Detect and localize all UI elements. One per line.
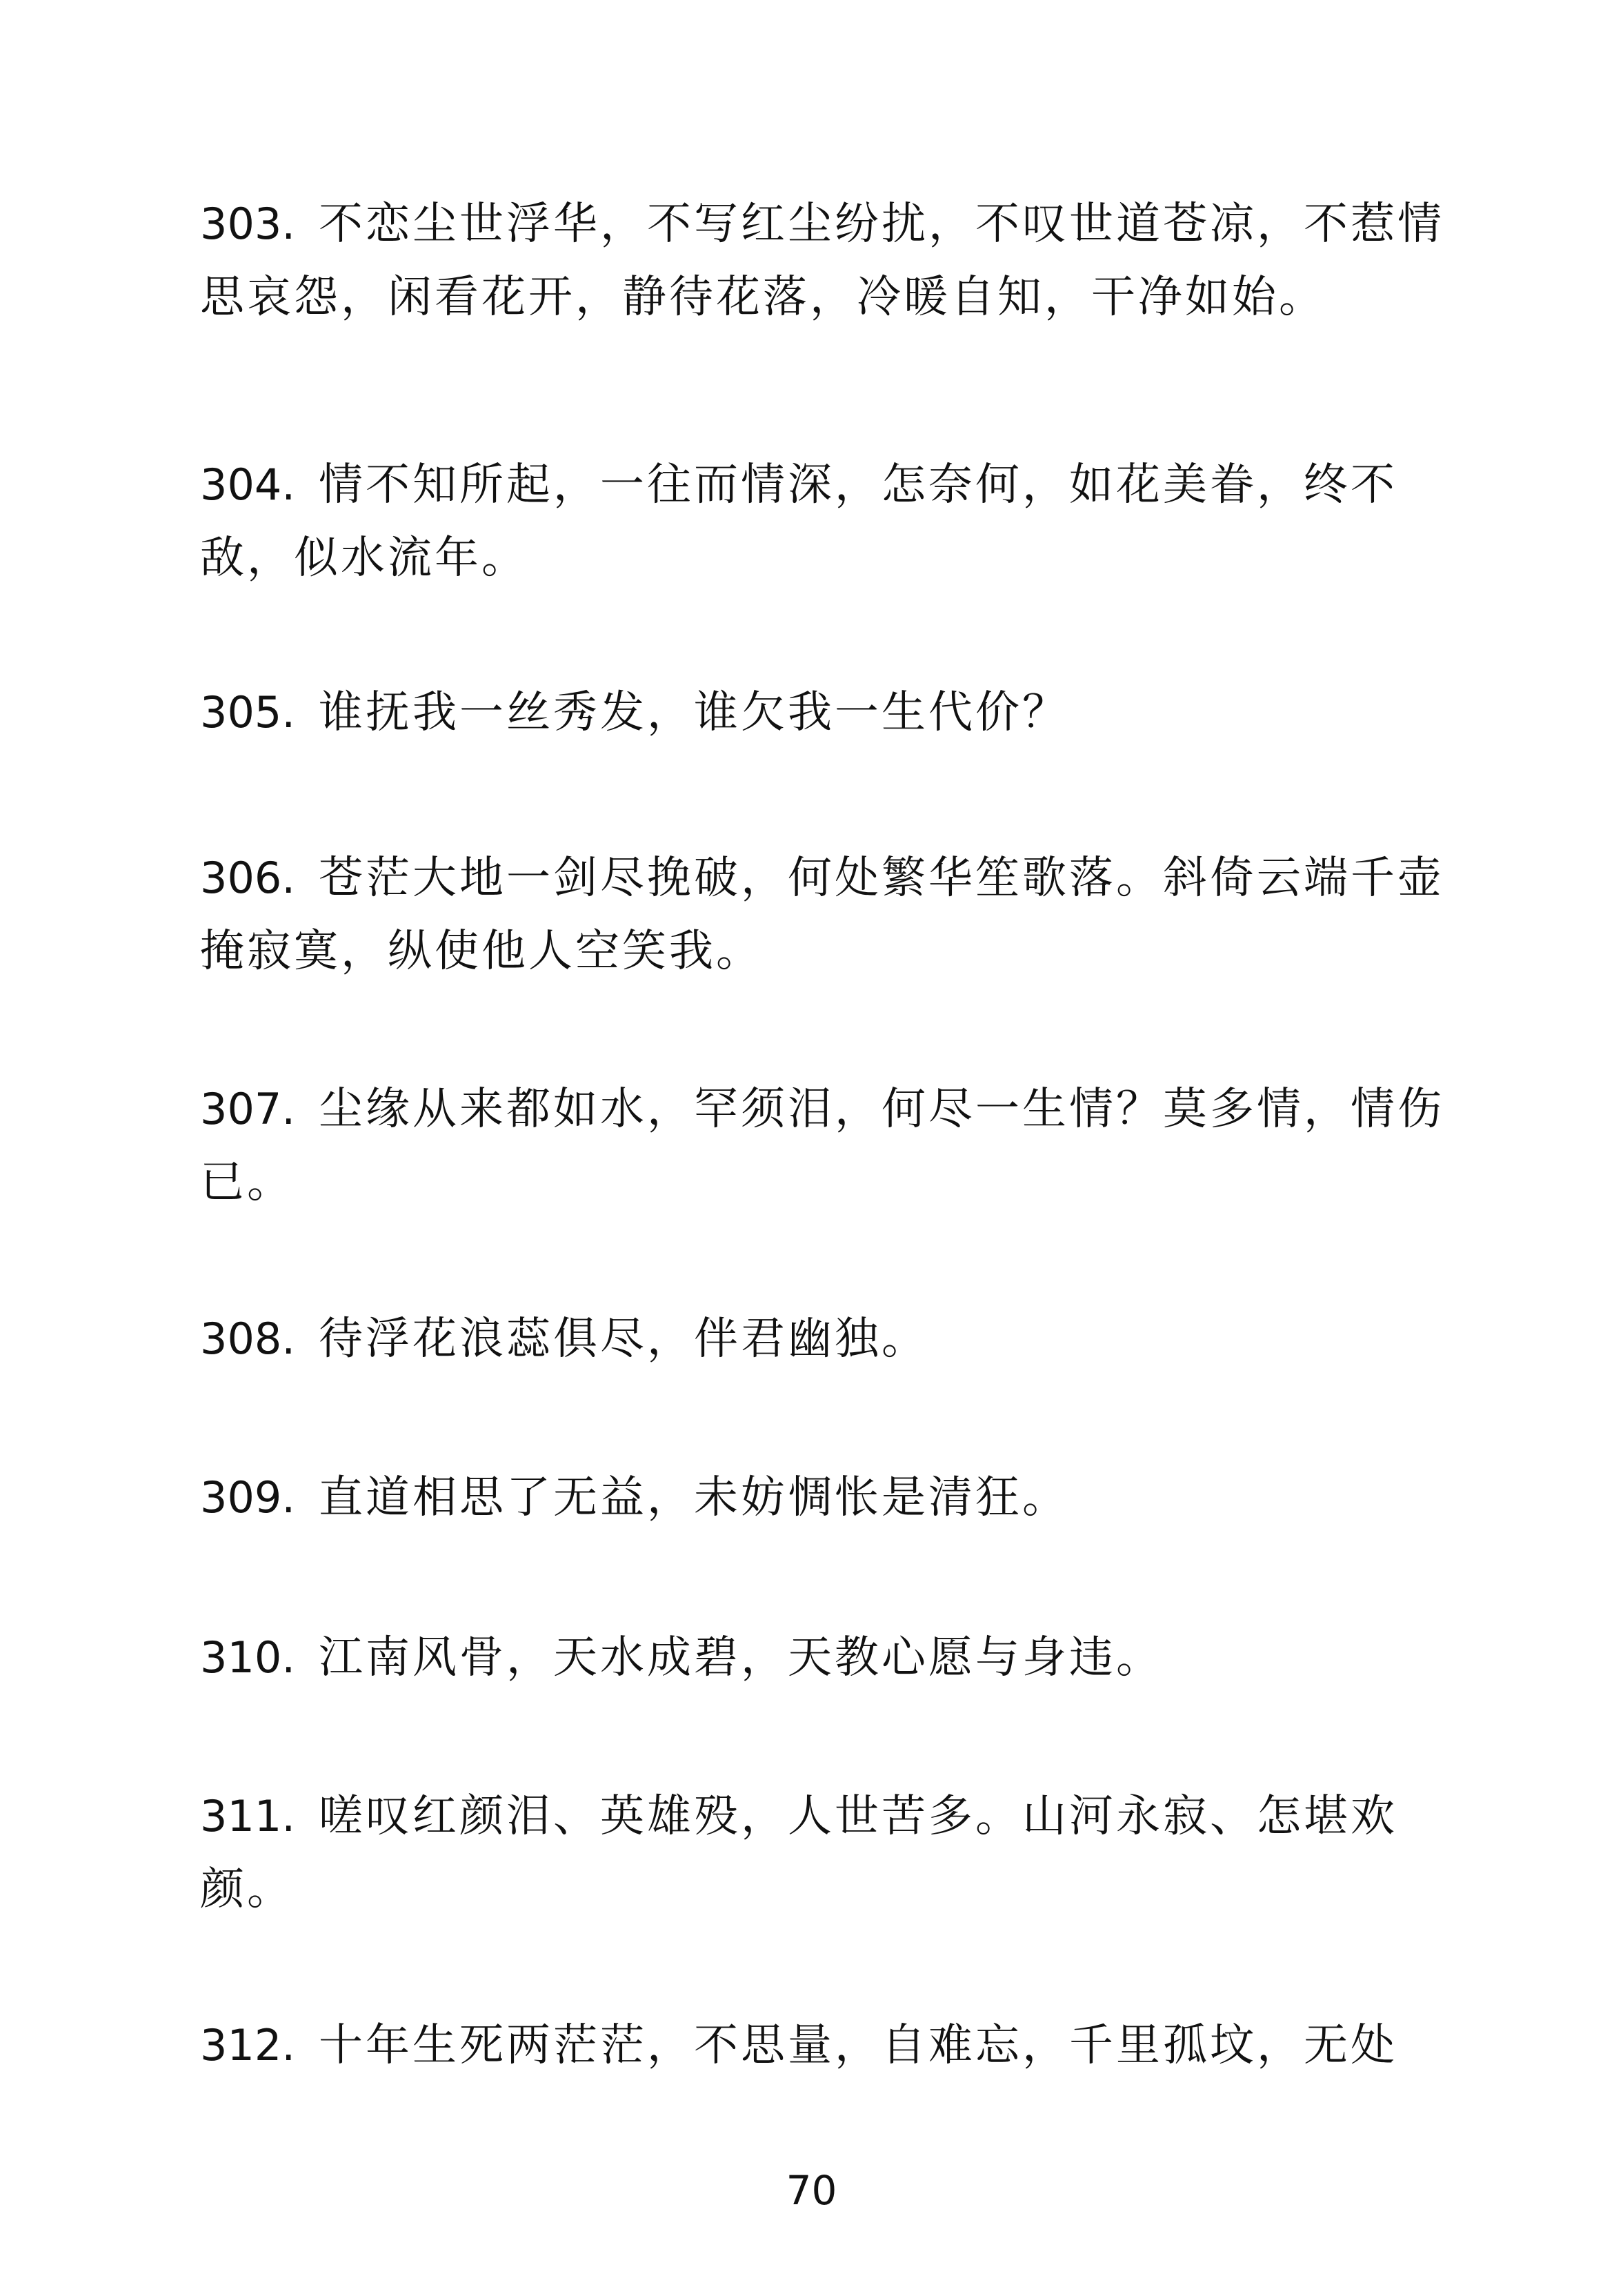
entry-number: 303. (200, 199, 296, 249)
entry-number: 309. (200, 1472, 296, 1523)
entry-number: 307. (200, 1084, 296, 1134)
page-number: 70 (786, 2167, 837, 2214)
entry-308 (200, 1303, 1455, 1376)
entry-309 (200, 1461, 1455, 1534)
entry-303 (200, 188, 1455, 334)
entry-text: 直道相思了无益，未妨惆怅是清狂。 (319, 1472, 1070, 1523)
entry-text: 不恋尘世浮华，不写红尘纷扰，不叹世道苍凉，不惹情思哀怨，闲看花开，静待花落，冷暖自知，干净如始。 (200, 199, 1445, 323)
entry-312 (200, 2009, 1455, 2082)
entry-text: 情不知所起，一往而情深，怎奈何，如花美眷，终不敌，似水流年。 (200, 459, 1398, 584)
entry-number: 310. (200, 1632, 296, 1683)
entry-number: 311. (200, 1791, 296, 1841)
entry-number: 304. (200, 459, 296, 510)
entry-number: 305. (200, 687, 296, 738)
entry-text: 待浮花浪蕊俱尽，伴君幽独。 (319, 1314, 929, 1365)
entry-310 (200, 1621, 1455, 1694)
entry-307 (200, 1073, 1455, 1219)
entry-306 (200, 842, 1455, 988)
entry-number: 312. (200, 2020, 296, 2070)
entry-text: 苍茫大地一剑尽挽破，何处繁华笙歌落。斜倚云端千壶掩寂寞，纵使他人空笑我。 (200, 853, 1445, 977)
entry-text: 谁抚我一丝秀发，谁欠我一生代价？ (319, 687, 1070, 738)
entry-304 (200, 448, 1455, 595)
entry-text: 嗟叹红颜泪、英雄殁，人世苦多。山河永寂、怎堪欢颜。 (200, 1791, 1398, 1915)
entry-text: 江南风骨，天水成碧，天教心愿与身违。 (319, 1632, 1164, 1683)
entry-text: 十年生死两茫茫，不思量，自难忘，千里孤坟，无处 (319, 2020, 1398, 2071)
entry-number: 308. (200, 1314, 296, 1364)
entry-number: 306. (200, 853, 296, 903)
entry-311 (200, 1780, 1455, 1926)
entry-text: 尘缘从来都如水，罕须泪，何尽一生情？莫多情，情伤已。 (200, 1084, 1445, 1208)
entry-305 (200, 676, 1455, 749)
